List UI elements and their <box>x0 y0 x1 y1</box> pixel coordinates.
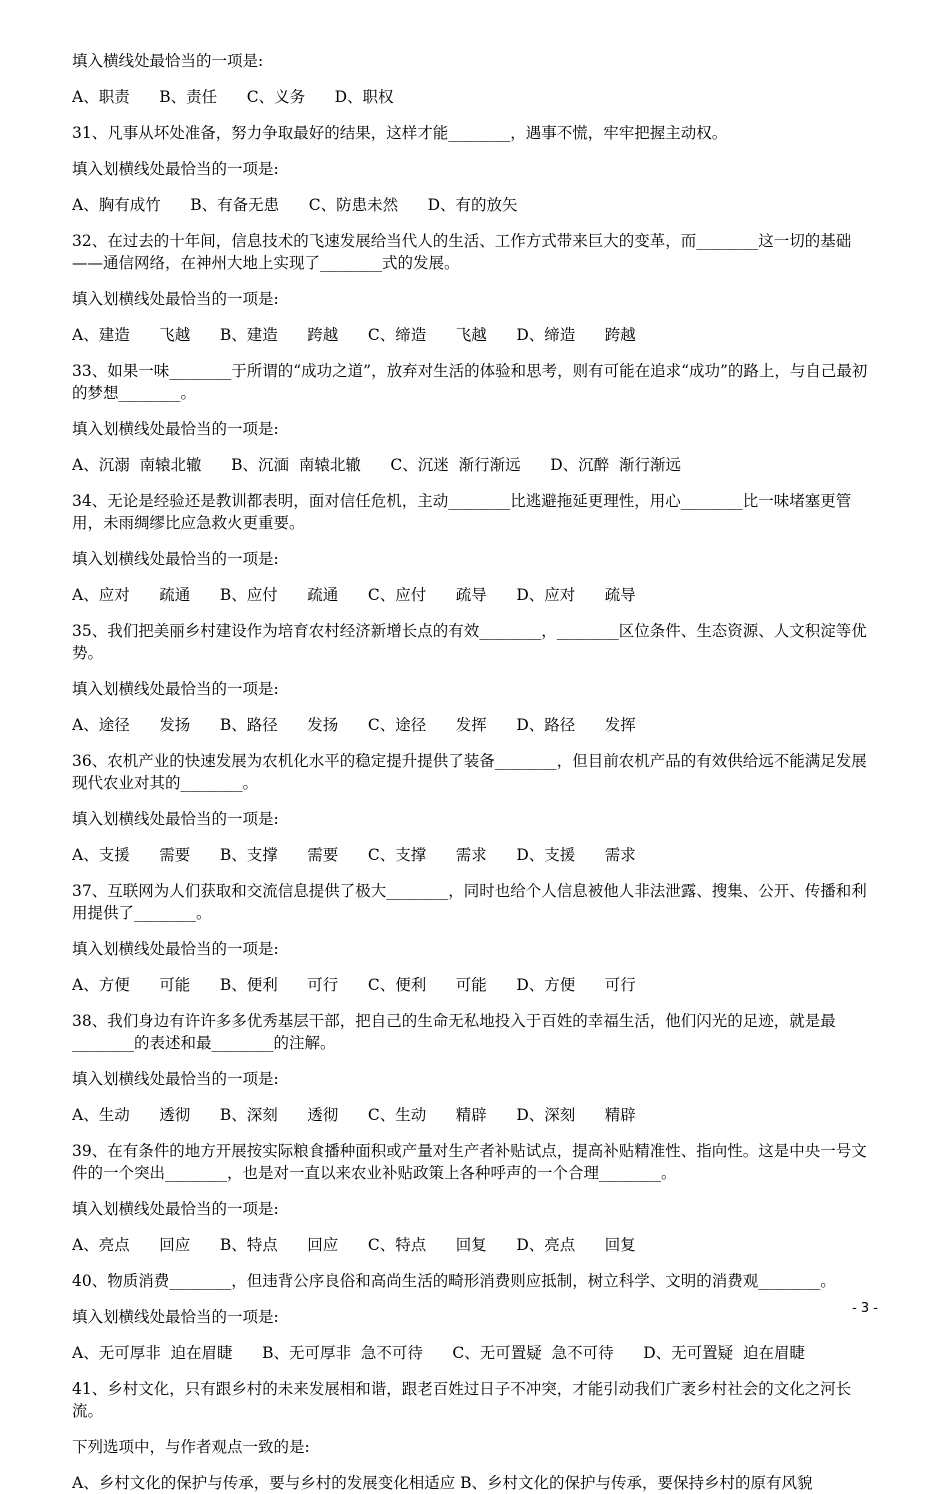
question-32-prompt: 填入划横线处最恰当的一项是: <box>72 290 279 308</box>
question-37: 37、互联网为人们获取和交流信息提供了极大________，同时也给个人信息被他人非法泄露、搜集、公开、传播和利用提供了________。 <box>72 882 867 922</box>
question-38-prompt: 填入划横线处最恰当的一项是: <box>72 1070 279 1088</box>
question-31-prompt: 填入划横线处最恰当的一项是: <box>72 160 279 178</box>
page-number: - 3 - <box>852 1301 878 1316</box>
document-body <box>72 50 880 1494</box>
prompt-line: 填入横线处最恰当的一项是: <box>72 52 264 70</box>
question-38-options: A、生动 透彻 B、深刻 透彻 C、生动 精辟 D、深刻 精辟 <box>72 1106 636 1124</box>
question-41: 41、乡村文化，只有跟乡村的未来发展相和谐，跟老百姓过日子不冲突，才能引动我们广袤乡村社会的文化之河长流。 <box>72 1380 852 1420</box>
question-39-options: A、亮点 回应 B、特点 回应 C、特点 回复 D、亮点 回复 <box>72 1236 636 1254</box>
question-35-prompt: 填入划横线处最恰当的一项是: <box>72 680 279 698</box>
question-34-options: A、应对 疏通 B、应付 疏通 C、应付 疏导 D、应对 疏导 <box>72 586 636 604</box>
question-41-options: A、乡村文化的保护与传承，要与乡村的发展变化相适应 B、乡村文化的保护与传承，要保持乡村的原有风貌 <box>72 1474 813 1492</box>
question-39-prompt: 填入划横线处最恰当的一项是: <box>72 1200 279 1218</box>
question-40-prompt: 填入划横线处最恰当的一项是: <box>72 1308 279 1326</box>
question-33: 33、如果一味________于所谓的“成功之道”，放弃对生活的体验和思考，则有可能在追求“成功”的路上，与自己最初的梦想________。 <box>72 362 868 402</box>
question-31: 31、凡事从坏处准备，努力争取最好的结果，这样才能________，遇事不慌，牢牢把握主动权。 <box>72 124 728 142</box>
question-32: 32、在过去的十年间，信息技术的飞速发展给当代人的生活、工作方式带来巨大的变革，而________这一切的基础——通信网络，在神州大地上实现了________式的发展。 <box>72 232 852 272</box>
question-41-prompt: 下列选项中，与作者观点一致的是: <box>72 1438 310 1456</box>
question-38: 38、我们身边有许许多多优秀基层干部，把自己的生命无私地投入于百姓的幸福生活，他们闪光的足迹，就是最________的表述和最________的注解。 <box>72 1012 836 1052</box>
question-36-options: A、支援 需要 B、支撑 需要 C、支撑 需求 D、支援 需求 <box>72 846 636 864</box>
question-31-options: A、胸有成竹 B、有备无患 C、防患未然 D、有的放矢 <box>72 196 518 214</box>
question-34-prompt: 填入划横线处最恰当的一项是: <box>72 550 279 568</box>
question-33-options: A、沉溺 南辕北辙 B、沉湎 南辕北辙 C、沉迷 渐行渐远 D、沉醉 渐行渐远 <box>72 456 681 474</box>
question-33-prompt: 填入划横线处最恰当的一项是: <box>72 420 279 438</box>
question-32-options: A、建造 飞越 B、建造 跨越 C、缔造 飞越 D、缔造 跨越 <box>72 326 636 344</box>
question-39: 39、在有条件的地方开展按实际粮食播种面积或产量对生产者补贴试点，提高补贴精准性、指向性。这是中央一号文件的一个突出________，也是对一直以来农业补贴政策上各种呼声的一个合理________。 <box>72 1142 867 1182</box>
question-35-options: A、途径 发扬 B、路径 发扬 C、途径 发挥 D、路径 发挥 <box>72 716 636 734</box>
question-37-options: A、方便 可能 B、便利 可行 C、便利 可能 D、方便 可行 <box>72 976 636 994</box>
question-40-options: A、无可厚非 迫在眉睫 B、无可厚非 急不可待 C、无可置疑 急不可待 D、无可置疑 迫在眉睫 <box>72 1344 805 1362</box>
question-37-prompt: 填入划横线处最恰当的一项是: <box>72 940 279 958</box>
question-40: 40、物质消费________，但违背公序良俗和高尚生活的畸形消费则应抵制，树立科学、文明的消费观________。 <box>72 1272 836 1290</box>
question-36: 36、农机产业的快速发展为农机化水平的稳定提升提供了装备________，但目前农机产品的有效供给远不能满足发展现代农业对其的________。 <box>72 752 867 792</box>
options-line: A、职责 B、责任 C、义务 D、职权 <box>72 88 394 106</box>
question-36-prompt: 填入划横线处最恰当的一项是: <box>72 810 279 828</box>
question-35: 35、我们把美丽乡村建设作为培育农村经济新增长点的有效________，________区位条件、生态资源、人文积淀等优势。 <box>72 622 867 662</box>
question-34: 34、无论是经验还是教训都表明，面对信任危机，主动________比逃避拖延更理性，用心________比一味堵塞更管用，未雨绸缪比应急救火更重要。 <box>72 492 852 532</box>
